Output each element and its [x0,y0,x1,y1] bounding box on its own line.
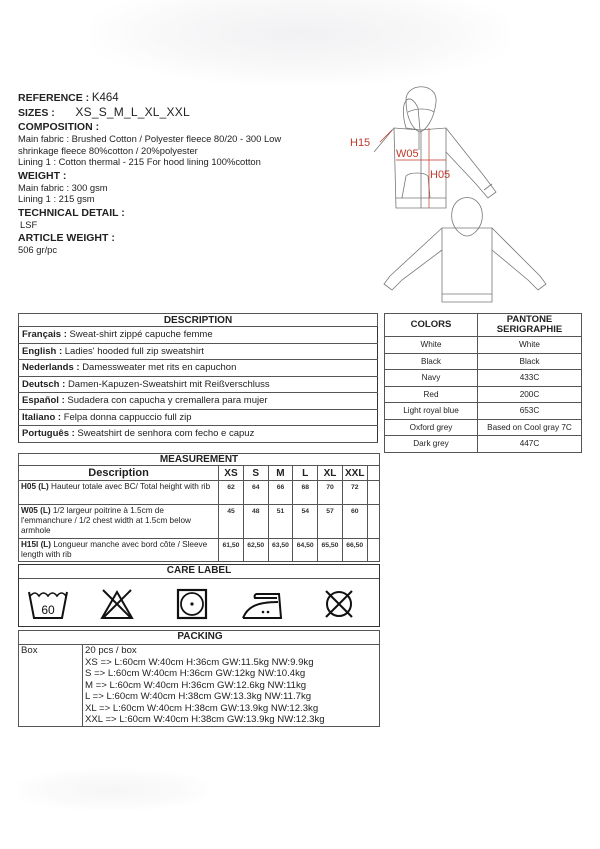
table-row [385,436,582,453]
table-row [19,376,378,393]
packing-line: L => L:60cm W:40cm H:38cm GW:13.3kg NW:11.7kg [85,691,312,702]
packing-table [18,630,380,727]
measurement-value: 57 [318,505,343,539]
description-text: Ladies' hooded full zip sweatshirt [64,345,204,357]
size-header: XXL [342,466,367,481]
empty-cell [367,505,379,539]
technical-detail-label: TECHNICAL DETAIL : [18,206,125,219]
composition-line: shrinkage fleece 80%cotton / 20%polyester [18,144,198,156]
composition-label: COMPOSITION : [18,121,100,133]
empty-cell [367,481,379,505]
technical-detail-value: LSF [20,218,38,230]
tumble-dry-low-icon [175,588,209,620]
measurement-value: 60 [342,505,367,539]
sizes-value: XS_S_M_L_XL_XXL [75,105,190,119]
measurement-value: 64,50 [293,539,318,562]
color-name: Dark grey [385,436,478,453]
article-weight-label: ARTICLE WEIGHT : [18,232,115,244]
sizes-row [18,106,368,120]
language-label: Français : [22,329,67,341]
care-label-title: CARE LABEL [19,565,379,579]
color-name: Oxford grey [385,419,478,436]
description-text: Sudadera con capucha y cremallera para mujer [67,395,268,407]
color-name: Red [385,386,478,403]
do-not-dry-clean-icon [321,588,357,620]
measurement-table [18,453,380,562]
blurred-header-area [90,0,510,85]
svg-text:W05: W05 [396,148,419,160]
color-name: Light royal blue [385,403,478,420]
empty-cell [367,539,379,562]
care-icons-row [19,579,379,626]
table-row [19,426,378,443]
pantone-value: White [478,337,582,354]
pantone-value: 447C [478,436,582,453]
description-text: Felpa donna cappuccio full zip [63,411,192,423]
language-label: Português : [22,428,75,440]
weight-label: WEIGHT : [18,169,67,182]
measurement-value: 65,50 [318,539,343,562]
table-row [385,386,582,403]
color-name: White [385,337,478,354]
article-weight-value: 506 gr/pc [18,244,58,255]
svg-text:H05: H05 [430,169,451,181]
front-view-icon [374,87,496,208]
packing-line: M => L:60cm W:40cm H:36cm GW:12.6kg NW:11kg [85,679,307,691]
weight-line: Main fabric : 300 gsm [18,181,108,193]
table-row [19,409,378,426]
iron-medium-icon [241,588,285,620]
packing-line: S => L:60cm W:40cm H:36cm GW:12kg NW:10.4kg [85,668,306,679]
measurement-value: 72 [342,481,367,505]
measurement-code: H05 (L) [21,482,49,491]
description-title: DESCRIPTION [19,314,378,327]
measurement-code: H15l (L) [21,540,52,549]
composition-line: Lining 1 : Cotton thermal - 215 For hood lining 100%cotton [18,156,261,167]
size-header: L [293,466,318,481]
table-row [19,360,378,377]
description-table [18,313,378,443]
measurement-value: 62,50 [243,539,268,562]
table-row [19,343,378,360]
size-header: S [243,466,268,481]
table-row [19,645,380,727]
packing-line: 20 pcs / box [85,645,137,656]
wash-60-icon [27,588,69,620]
composition-line: Main fabric : Brushed Cotton / Polyester fleece 80/20 - 300 Low [18,133,282,144]
back-view-icon [384,198,546,303]
empty-cell [367,466,379,481]
description-text: Sweat-shirt zippé capuche femme [69,329,213,341]
measurement-value: 68 [293,481,318,505]
color-name: Black [385,353,478,370]
measurement-value: 51 [268,505,293,539]
do-not-bleach-icon [99,588,135,620]
reference-row [18,92,368,105]
measurement-value: 66,50 [342,539,367,562]
measurement-value: 62 [219,481,244,505]
packing-line: XS => L:60cm W:40cm H:36cm GW:11.5kg NW:9.9kg [85,656,314,668]
colors-table [384,313,582,453]
table-row [19,327,378,344]
table-row [19,505,380,539]
weight-line: Lining 1 : 215 gsm [18,193,95,204]
pantone-value: Black [478,353,582,370]
size-header: XS [219,466,244,481]
description-text: Damessweater met rits en capuchon [82,362,237,374]
measurement-value: 48 [243,505,268,539]
table-row [385,353,582,370]
measurement-value: 70 [318,481,343,505]
packing-line: XXL => L:60cm W:40cm H:38cm GW:13.9kg NW:12.3kg [85,714,325,725]
reference-label: REFERENCE : [18,92,90,104]
colors-header: COLORS [385,314,478,337]
measurement-text: Longueur manche avec bord côte / Sleeve length with rib [21,540,208,559]
svg-text:H15: H15 [350,137,371,149]
table-row [19,481,380,505]
table-row [385,403,582,420]
description-text: Sweatshirt de senhora com fecho e capuz [77,428,255,440]
language-label: Deutsch : [22,378,66,390]
packing-line: XL => L:60cm W:40cm H:38cm GW:13.9kg NW:12.3kg [85,702,319,714]
table-row [385,337,582,354]
sizes-label: SIZES : [18,107,55,119]
table-row [19,393,378,410]
language-label: Nederlands : [22,362,80,374]
pantone-value: 653C [478,403,582,420]
packing-key: Box [19,645,83,727]
measurement-value: 45 [219,505,244,539]
language-label: Español : [22,395,65,407]
pantone-value: Based on Cool gray 7C [478,419,582,436]
measurement-code: W05 (L) [21,506,51,515]
measurement-description-header: Description [19,466,219,481]
color-name: Navy [385,370,478,387]
description-text: Damen-Kapuzen-Sweatshirt mit Reißverschluss [67,378,270,390]
measurement-value: 66 [268,481,293,505]
measurement-text: 1/2 largeur poitrine à 1.5cm de l'emmanchure / 1/2 chest width at 1.5cm below armhole [21,506,191,535]
pantone-value: 433C [478,370,582,387]
spec-block [18,92,371,256]
size-header: M [268,466,293,481]
packing-title: PACKING [19,631,380,645]
care-label-box [18,564,380,627]
measurement-text: Hauteur totale avec BC/ Total height with rib [51,482,211,491]
blurred-footer-logo [18,770,208,810]
measurement-value: 63,50 [268,539,293,562]
language-label: English : [22,345,63,357]
packing-details [83,645,380,727]
table-row [19,539,380,562]
svg-text:60: 60 [41,603,55,617]
pantone-value: 200C [478,386,582,403]
measurement-value: 54 [293,505,318,539]
table-row [385,370,582,387]
reference-value: K464 [91,92,119,104]
garment-technical-sketch [350,80,600,310]
pantone-header: PANTONE SERIGRAPHIE [478,314,582,337]
table-row [385,419,582,436]
size-header: XL [318,466,343,481]
measurement-value: 64 [243,481,268,505]
measurement-value: 61,50 [219,539,244,562]
language-label: Italiano : [22,411,62,423]
measurement-title: MEASUREMENT [19,454,380,466]
